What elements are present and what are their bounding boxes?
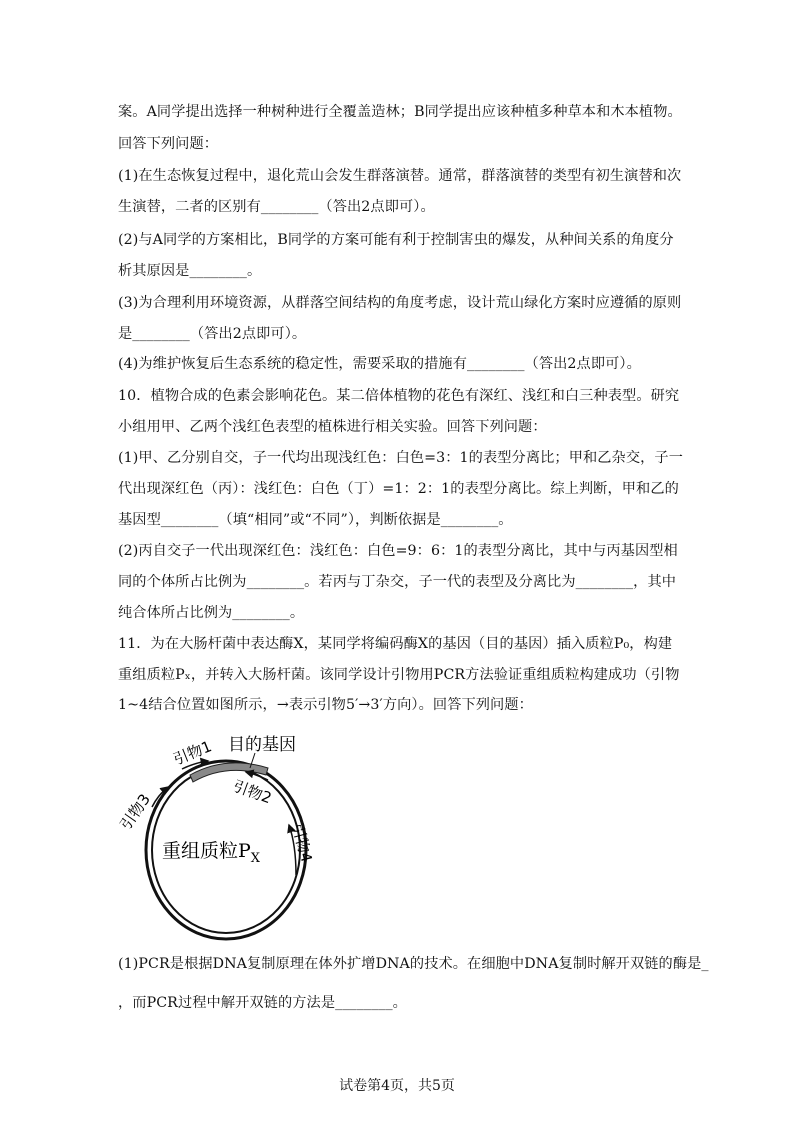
text-line: 11．为在大肠杆菌中表达酶X，某同学将编码酶X的基因（目的基因）插入质粒P₀，构建: [118, 636, 673, 652]
plasmid-label: 重组质粒$P_X$: [162, 840, 261, 866]
text-line: (1)在生态恢复过程中，退化荒山会发生群落演替。通常，群落演替的类型有初生演替和次: [118, 168, 682, 184]
primer3-label: 引物3: [116, 790, 154, 834]
text-line: (1)PCR是根据DNA复制原理在体外扩增DNA的技术。在细胞中DNA复制时解开双链的酶是_: [118, 956, 709, 972]
text-line: 案。A同学提出选择一种树种进行全覆盖造林；B同学提出应该种植多种草本和木本植物。: [118, 104, 682, 120]
text-line: (2)丙自交子一代出现深红色：浅红色：白色=9：6：1的表型分离比，其中与丙基因型相: [118, 543, 678, 559]
text-line: ，而PCR过程中解开双链的方法是________。: [118, 995, 407, 1011]
primer1-label: 引物1: [170, 737, 215, 769]
text-line: 纯合体所占比例为________。: [118, 605, 305, 621]
text-line: (3)为合理利用环境资源，从群落空间结构的角度考虑，设计荒山绿化方案时应遵循的原则: [118, 295, 682, 311]
text-line: 同的个体所占比例为________。若丙与丁杂交，子一代的表型及分离比为________，其中: [118, 574, 677, 590]
text-line: 生演替，二者的区别有________（答出2点即可）。: [118, 199, 435, 215]
plasmid-diagram: [110, 725, 350, 950]
text-line: 1~4结合位置如图所示，→表示引物5′→3′方向）。回答下列问题：: [118, 697, 533, 713]
page-footer: 试卷第4页，共5页: [339, 1078, 455, 1094]
text-line: 基因型________（填“相同”或“不同”），判断依据是________。: [118, 512, 513, 528]
text-line: 小组用甲、乙两个浅红色表型的植株进行相关实验。回答下列问题：: [118, 419, 547, 435]
text-line: 是________（答出2点即可）。: [118, 326, 307, 342]
text-line: 代出现深红色（丙）：浅红色：白色（丁）=1：2：1的表型分离比。综上判断，甲和乙的: [118, 481, 679, 497]
text-line: (2)与A同学的方案相比，B同学的方案可能有利于控制害虫的爆发，从种间关系的角度分: [118, 232, 674, 248]
text-line: (4)为维护恢复后生态系统的稳定性，需要采取的措施有________（答出2点即可）。: [118, 356, 641, 372]
primer2-label: 引物2: [230, 776, 274, 808]
text-line: 回答下列问题：: [118, 136, 219, 152]
text-line: 10．植物合成的色素会影响花色。某二倍体植物的花色有深红、浅红和白三种表型。研究: [118, 388, 680, 404]
text-line: (1)甲、乙分别自交，子一代均出现浅红色：白色=3：1的表型分离比；甲和乙杂交，子一: [118, 450, 683, 466]
gene-label: 目的基因: [228, 735, 296, 755]
text-line: 析其原因是________。: [118, 263, 262, 279]
primer4-label: 引物4: [288, 821, 316, 865]
text-line: 重组质粒Pₓ，并转入大肠杆菌。该同学设计引物用PCR方法验证重组质粒构建成功（引物: [118, 667, 680, 683]
